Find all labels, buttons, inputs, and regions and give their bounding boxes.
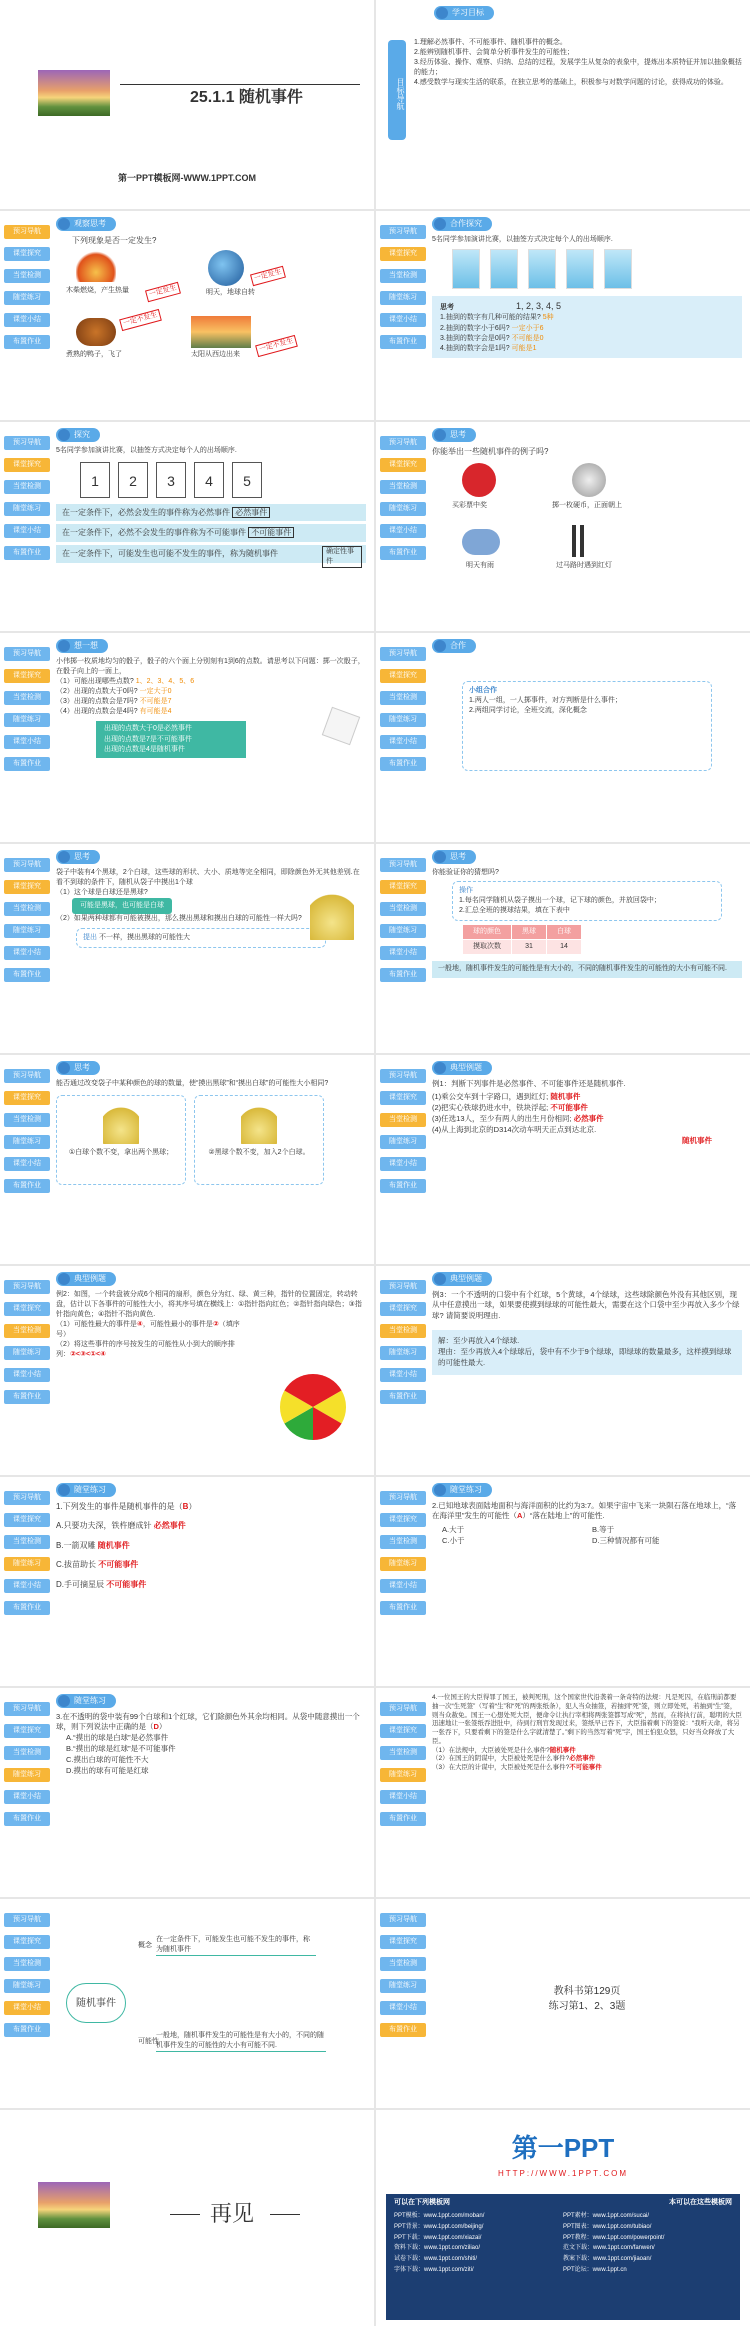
sidebar-tab[interactable]: 课堂小结 [4, 1157, 50, 1171]
sidebar-tab[interactable]: 随堂练习 [4, 713, 50, 727]
slide-title [0, 0, 374, 209]
link-panel: 可以在下列模板网 本可以在这些模板网 PPT模板：www.1ppt.com/moban/ PPT素材：www.1ppt.com/sucai/ PPT背景：www.1ppt.com/beijing/ PPT图表：www.1ppt.com/tubiao/ PPT下载：www.1ppt.com/xiazai/ PPT教程：www.1ppt.com/powerpoint/ 资料下载：www.1ppt.com/ziliao/ 范文下载：www.1ppt.com/fanwen/ 试卷下载：www.1ppt.com/shiti/ 教案下载：www.1ppt.com/jiaoan/ 字体下载：www.1ppt.com/ziti/ PPT论坛：www.1ppt.cn [386, 2194, 740, 2320]
option-2: ②黑球个数不变，加入2个白球。 [194, 1095, 324, 1185]
sidebar-tab[interactable]: 随堂练习 [380, 1768, 426, 1782]
sidebar-tab[interactable]: 当堂检测 [380, 480, 426, 494]
section-pill: 思考 [56, 850, 100, 864]
sidebar-tab[interactable]: 布置作业 [380, 2023, 426, 2037]
sidebar-tab[interactable]: 随堂练习 [4, 291, 50, 305]
sidebar [4, 647, 50, 779]
goodbye-text: 再见 [210, 2201, 255, 2226]
section-pill: 随堂练习 [56, 1483, 116, 1497]
number-cards: 1 2 3 4 5 [80, 462, 366, 498]
section-pill: 合作 [432, 639, 476, 653]
operation-box: 操作 1.每名同学随机从袋子摸出一个球，记下球的颜色，并放回袋中； 2.汇总全班的摸球结果，填在下表中 [452, 881, 722, 921]
sidebar-tab[interactable]: 当堂检测 [4, 1535, 50, 1549]
sidebar-tab[interactable]: 随堂练习 [4, 924, 50, 938]
answer-band: 可能是黑球，也可能是白球 [72, 898, 172, 914]
sidebar-tab[interactable]: 布置作业 [380, 1390, 426, 1404]
sidebar-tab[interactable]: 随堂练习 [380, 291, 426, 305]
sidebar-tab[interactable]: 预习导航 [380, 1280, 426, 1294]
sidebar [4, 1491, 50, 1623]
slide-title-text: 25.1.1 随机事件 [190, 89, 303, 106]
sidebar-tab[interactable]: 布置作业 [380, 335, 426, 349]
slide-practice-3: 预习导航 课堂探究 当堂检测 随堂练习 课堂小结 布置作业 随堂练习 3.在不透明的袋中装有99个白球和1个红球，它们除颜色外其余均相同。从袋中随意摸出一个球，则下列说法中正确的是（D） A.“摸出的球是白球”是必然事件 B.“摸出的球是红球”是不可能事件 C.摸出白球的可能性不大 D.摸出的球有可能是红球 [0, 1688, 374, 1897]
sidebar-tab[interactable]: 布置作业 [4, 2023, 50, 2037]
slide-group-work [376, 633, 750, 842]
sidebar-tab[interactable]: 随堂练习 [380, 1135, 426, 1149]
sidebar [380, 1913, 426, 2045]
sidebar-tab[interactable]: 预习导航 [380, 858, 426, 872]
lottery-image [462, 463, 496, 497]
sidebar-tab[interactable]: 预习导航 [4, 1702, 50, 1716]
sidebar-tab[interactable]: 预习导航 [380, 647, 426, 661]
sidebar-tab[interactable]: 布置作业 [380, 1179, 426, 1193]
coin-image [572, 463, 606, 497]
sidebar-tab[interactable]: 预习导航 [380, 436, 426, 450]
slide-verify: 预习导航 课堂探究 当堂检测 随堂练习 课堂小结 布置作业 思考 你能验证你的猜想吗? 操作 1.每名同学随机从袋子摸出一个球，记下球的颜色，并放回袋中； 2.汇总全班的摸球结果，填在下表中 球的颜色 黑球 白球 摸取次数 31 14 一般地，随机事件发生的可能性是有大小的，不同的随机事件发生的可能性的大小有可能不同. [376, 844, 750, 1053]
sunrise-image [191, 316, 251, 348]
sidebar-tab[interactable]: 随堂练习 [4, 1979, 50, 1993]
sidebar-tab[interactable]: 当堂检测 [4, 1957, 50, 1971]
sidebar-tab[interactable]: 课堂探究 [4, 1935, 50, 1949]
sidebar-tab[interactable]: 课堂小结 [380, 1157, 426, 1171]
sidebar-tab[interactable]: 当堂检测 [4, 1746, 50, 1760]
sidebar-tab[interactable]: 随堂练习 [380, 1346, 426, 1360]
think-box: 思考 1, 2, 3, 4, 5 1.抽到的数字有几种可能的结果? 5种 2.抽到的数字小于6吗? 一定小于6 3.抽到的数字会是0吗? 不可能是0 4.抽到的数字会是1吗? 可能是1 [432, 296, 742, 358]
sidebar-tab[interactable]: 课堂探究 [4, 1724, 50, 1738]
sidebar-tab[interactable]: 布置作业 [380, 1601, 426, 1615]
sidebar-tab[interactable]: 预习导航 [380, 1702, 426, 1716]
sidebar [380, 1069, 426, 1201]
sidebar-tab[interactable]: 当堂检测 [380, 1324, 426, 1338]
conclusion: 一般地，随机事件发生的可能性是有大小的，不同的随机事件发生的可能性的大小有可能不同. [432, 961, 742, 977]
sidebar-tab[interactable]: 随堂练习 [380, 924, 426, 938]
sidebar-tab[interactable]: 随堂练习 [380, 502, 426, 516]
sidebar-tab[interactable]: 随堂练习 [4, 1768, 50, 1782]
sidebar-tab[interactable]: 预习导航 [380, 1069, 426, 1083]
slide-objectives [376, 0, 750, 209]
sidebar-tab[interactable]: 随堂练习 [380, 713, 426, 727]
tip-box: 提出 不一样，摸出黑球的可能性大 [76, 928, 326, 948]
sidebar [380, 1280, 426, 1412]
sidebar-tab[interactable]: 当堂检测 [380, 1746, 426, 1760]
slide-change-balls: 预习导航 课堂探究 当堂检测 随堂练习 课堂小结 布置作业 思考 能否通过改变袋子中某种颜色的球的数量，使“摸出黑球”和“摸出白球”的可能性大小相同? ①白球个数不变，拿出两个黑球； ②黑球个数不变，加入2个白球。 [0, 1055, 374, 1264]
sidebar-tab[interactable]: 布置作业 [380, 1812, 426, 1826]
sidebar-tab[interactable]: 预习导航 [4, 1280, 50, 1294]
sidebar-tab[interactable]: 预习导航 [4, 1491, 50, 1505]
section-pill: 想一想 [56, 639, 108, 653]
sidebar-tab[interactable]: 课堂探究 [4, 1302, 50, 1316]
fire-image [76, 250, 116, 282]
sidebar-tab[interactable]: 课堂小结 [380, 1368, 426, 1382]
sidebar-tab[interactable]: 课堂小结 [380, 946, 426, 960]
sidebar-tab[interactable]: 课堂小结 [4, 1368, 50, 1382]
sidebar-tab[interactable]: 预习导航 [4, 1069, 50, 1083]
sidebar [380, 1702, 426, 1834]
sidebar-tab[interactable]: 随堂练习 [380, 1979, 426, 1993]
sidebar-tab[interactable]: 布置作业 [4, 1812, 50, 1826]
sidebar-tab[interactable]: 随堂练习 [4, 1135, 50, 1149]
slide-explore: 预习导航 课堂探究 当堂检测 随堂练习 课堂小结 布置作业 探究 5名同学参加演讲比赛，以抽签方式决定每个人的出场顺序. 1 2 3 4 5 在一定条件下，必然会发生的事件称为必然事件 必然事件 在一定条件下，必然不会发生的事件称为不可能事件 不可能事件 确定性事件 在一定条件下，可能发生也可能不发生的事件，称为随机事件 [0, 422, 374, 631]
sidebar-tab[interactable]: 课堂探究 [380, 1513, 426, 1527]
sidebar [4, 1280, 50, 1412]
section-pill: 思考 [432, 428, 476, 442]
sidebar-tab[interactable]: 当堂检测 [4, 691, 50, 705]
sidebar-tab[interactable]: 课堂探究 [4, 1513, 50, 1527]
section-pill: 随堂练习 [432, 1483, 492, 1497]
sidebar-tab[interactable]: 布置作业 [380, 757, 426, 771]
sidebar-tab[interactable]: 课堂探究 [380, 1091, 426, 1105]
section-pill: 探究 [56, 428, 100, 442]
sidebar-tab[interactable]: 课堂探究 [4, 880, 50, 894]
section-pill: 典型例题 [432, 1272, 492, 1286]
sidebar-tab[interactable]: 课堂小结 [4, 2001, 50, 2015]
lottery-cards [452, 249, 742, 293]
sidebar-tab[interactable]: 课堂探究 [4, 458, 50, 472]
sidebar-tab[interactable]: 课堂探究 [4, 247, 50, 261]
sidebar-tab[interactable]: 当堂检测 [4, 1113, 50, 1127]
sidebar [380, 436, 426, 568]
sidebar-tab[interactable]: 当堂检测 [380, 1113, 426, 1127]
section-pill: 典型例题 [56, 1272, 116, 1286]
section-pill: 观察思考 [56, 217, 116, 231]
sidebar-tab[interactable]: 当堂检测 [4, 480, 50, 494]
sidebar-tab[interactable]: 课堂探究 [4, 1091, 50, 1105]
sidebar [4, 225, 50, 357]
sidebar-tab[interactable]: 当堂检测 [4, 902, 50, 916]
sidebar-tab[interactable]: 课堂小结 [4, 313, 50, 327]
sidebar-tab[interactable]: 课堂探究 [380, 247, 426, 261]
sunset-image [38, 2182, 110, 2228]
sidebar-tab[interactable]: 预习导航 [4, 1913, 50, 1927]
question: 下列现象是否一定发生? [72, 235, 157, 245]
sidebar-tab[interactable]: 当堂检测 [380, 1957, 426, 1971]
section-pill: 随堂练习 [56, 1694, 116, 1708]
sidebar-tab[interactable]: 课堂小结 [4, 735, 50, 749]
section-pill: 合作探究 [432, 217, 492, 231]
sidebar-tab[interactable]: 课堂探究 [380, 458, 426, 472]
sidebar [380, 1491, 426, 1623]
sidebar [380, 647, 426, 779]
sidebar [4, 1069, 50, 1201]
objectives-tab: 目标导航 [388, 40, 406, 140]
sidebar-tab[interactable]: 课堂小结 [380, 2001, 426, 2015]
traffic-image [572, 525, 612, 557]
sidebar-tab[interactable]: 预习导航 [4, 858, 50, 872]
sidebar-tab[interactable]: 课堂小结 [380, 735, 426, 749]
sidebar-tab[interactable]: 课堂小结 [380, 1790, 426, 1804]
bag-image [310, 890, 354, 940]
sidebar-tab[interactable]: 预习导航 [4, 436, 50, 450]
slide-example-3: 预习导航 课堂探究 当堂检测 随堂练习 课堂小结 布置作业 典型例题 例3：一个不透明的口袋中有个红球，5个黄球，4个绿球，这些球除颜色外没有其他区别，现从中任意摸出一球，如果要使摸到绿球的可能性最大，需要在这个口袋中至少再放入多少个绿球? 请简要说明理由. 解：至少再放入4个绿球. 理由：至少再放入4个绿球后，袋中有不少于9个绿球，即绿球的数量最多，这样摸到绿球的可能性最大. [376, 1266, 750, 1475]
sidebar-tab[interactable]: 课堂小结 [4, 524, 50, 538]
slide-summary: 预习导航 课堂探究 当堂检测 随堂练习 课堂小结 布置作业 随机事件 概念 在一定条件下，可能发生也可能不发生的事件，称为随机事件 可能性 一般地，随机事件发生的可能性是有大小的，不同的随机事件发生的可能性的大小有可能不同. [0, 1899, 374, 2108]
sidebar [380, 225, 426, 357]
sidebar-tab[interactable]: 随堂练习 [4, 1346, 50, 1360]
sidebar-tab[interactable]: 课堂小结 [380, 1579, 426, 1593]
sidebar-tab[interactable]: 随堂练习 [380, 1557, 426, 1571]
sidebar-tab[interactable]: 预习导航 [380, 225, 426, 239]
sidebar [380, 858, 426, 990]
sidebar [4, 1913, 50, 2045]
sidebar [4, 1702, 50, 1834]
mindmap-center: 随机事件 [66, 1983, 126, 2023]
sidebar-tab[interactable]: 预习导航 [4, 225, 50, 239]
sidebar-tab[interactable]: 布置作业 [4, 546, 50, 560]
sidebar-tab[interactable]: 当堂检测 [380, 902, 426, 916]
conclusion-band: 出现的点数大于0是必然事件 出现的点数是7是不可能事件 出现的点数是4是随机事件 [96, 721, 246, 757]
sidebar-tab[interactable]: 当堂检测 [4, 1324, 50, 1338]
sidebar-tab[interactable]: 布置作业 [4, 757, 50, 771]
site-name: 第一PPT模板网-WWW.1PPT.COM [118, 173, 256, 183]
section-pill: 典型例题 [432, 1061, 492, 1075]
sidebar-tab[interactable]: 课堂探究 [380, 1935, 426, 1949]
logo: 第一PPT [511, 2133, 615, 2163]
sidebar-tab[interactable]: 课堂探究 [380, 1724, 426, 1738]
slide-example-2: 预习导航 课堂探究 当堂检测 随堂练习 课堂小结 布置作业 典型例题 例2：如图，一个转盘被分成6个相同的扇形，颜色分为红、绿、黄三种，指针的位置固定，转动转盘，估计以下各事件的可能性大小，将其序号填在横线上：①指针指向红色；②指针指向绿色；③指针指向黄色；④指针不指向黄色. （1）可能性最大的事件是④，可能性最小的事件是②（填序号） （2）将这些事件的序号按发生的可能性从小到大的顺序排列：②<③<①<④ [0, 1266, 374, 1475]
sidebar-tab[interactable]: 课堂探究 [4, 669, 50, 683]
objectives-pill: 学习目标 [434, 6, 494, 20]
solution-box: 解：至少再放入4个绿球. 理由：至少再放入4个绿球后，袋中有不少于9个绿球，即绿球的数量最多，这样摸到绿球的可能性最大. [432, 1330, 742, 1375]
slide-think-examples: 预习导航 课堂探究 当堂检测 随堂练习 课堂小结 布置作业 思考 你能举出一些随机事件的例子吗? 买彩票中奖 掷一枚硬币，正面朝上 明天有雨 过马路时遇到红灯 [376, 422, 750, 631]
objectives-list: 1.理解必然事件、不可能事件、随机事件的概念。 2.能辨别随机事件、会简单分析事件发生的可能性； 3.经历体验、操作、观察、归纳、总结的过程，发展学生从复杂的表象中，提炼出本质特征并加以抽象概括的能力； 4.感受数学与现实生活的联系，在独立思考的基础上，积极参与对数学问题的讨论，获得成功的体验。 [414, 38, 742, 87]
sidebar-tab[interactable]: 课堂小结 [4, 1579, 50, 1593]
slide-homework: 预习导航 课堂探究 当堂检测 随堂练习 课堂小结 布置作业 教科书第129页 练习第1、2、3题 [376, 1899, 750, 2108]
sidebar-tab[interactable]: 布置作业 [4, 1179, 50, 1193]
earth-image [208, 250, 244, 286]
sidebar-tab[interactable]: 课堂探究 [380, 880, 426, 894]
result-table: 球的颜色 黑球 白球 摸取次数 31 14 [462, 924, 582, 955]
option-1: ①白球个数不变，拿出两个黑球； [56, 1095, 186, 1185]
sidebar-tab[interactable]: 布置作业 [4, 1390, 50, 1404]
sidebar-tab[interactable]: 课堂小结 [380, 524, 426, 538]
sidebar-tab[interactable]: 课堂小结 [4, 1790, 50, 1804]
sidebar-tab[interactable]: 预习导航 [380, 1913, 426, 1927]
sidebar-tab[interactable]: 课堂小结 [380, 313, 426, 327]
sidebar-tab[interactable]: 课堂探究 [380, 1302, 426, 1316]
slide-example-1: 预习导航 课堂探究 当堂检测 随堂练习 课堂小结 布置作业 典型例题 例1：判断下列事件是必然事件、不可能事件还是随机事件. (1)乘公交车到十字路口，遇到红灯; 随机事件 (2)把实心铁球扔进水中，铁块浮起; 不可能事件 (3)任选13人，至少有两人的出生月份相同; 必然事件 (4)从上海到北京的D314次动车明天正点到达北京. 随机事件 [376, 1055, 750, 1264]
sidebar-tab[interactable]: 课堂探究 [380, 669, 426, 683]
duck-image [76, 318, 116, 346]
slide-practice-4: 预习导航 课堂探究 当堂检测 随堂练习 课堂小结 布置作业 4.一位国王的大臣得罪了国王，被判死刑，这个国家世代沿袭着一条奇特的法规：凡是死囚，在临刑前都要抽一次“生死签”（写着“生”和“死”的两张纸条），犯人当众抽签，若抽到“死”签，则立即处死，若抽到“生”签，则当众赦免。国王一心想处死大臣，便命令让执行宰相将两张签都写成“死”，然而，在将执行前，聪明的大臣迅速地让一张签纸吞进肚中，待到行刑官发现过来，签纸早已吞下，大臣指着剩下的签说：“我听天命，将另一张吞下，只要看剩下的签是什么字就清楚了。”剩下的当然写着“死”字，国王怕犯众怒，只好当众释放了大臣。 （1）在法规中，大臣被处死是什么事件?随机事件 （2）在国王的阴谋中，大臣被处死是什么事件?必然事件 （3）在大臣的计谋中，大臣被处死是什么事件?不可能事件 [376, 1688, 750, 1897]
spinner-wheel [278, 1372, 348, 1442]
sidebar-tab[interactable]: 预习导航 [380, 1491, 426, 1505]
group-work-box: 小组合作 1.两人一组，一人掷事件，对方判断是什么事件； 2.两组同学讨论，全班交流，深化概念 [462, 681, 712, 771]
sidebar-tab[interactable]: 当堂检测 [380, 269, 426, 283]
section-pill: 思考 [56, 1061, 100, 1075]
sidebar-tab[interactable]: 随堂练习 [4, 502, 50, 516]
sidebar-tab[interactable]: 当堂检测 [380, 1535, 426, 1549]
logo-url: HTTP://WWW.1PPT.COM [498, 2169, 628, 2178]
sidebar-tab[interactable]: 当堂检测 [4, 269, 50, 283]
sidebar-tab[interactable]: 布置作业 [4, 335, 50, 349]
slide-goodbye [0, 2110, 374, 2326]
slide-dice: 预习导航 课堂探究 当堂检测 随堂练习 课堂小结 布置作业 想一想 小伟掷一枚质地均匀的骰子，骰子的六个面上分别刻有1到6的点数。请思考以下问题：掷一次骰子，在骰子向上的一面上， （1）可能出现哪些点数? 1、2、3、4、5、6 （2）出现的点数大于0吗? 一定大于0 （3）出现的点数会是7吗? 不可能是7 （4）出现的点数会是4吗? 有可能是4 出现的点数大于0是必然事件 出现的点数是7是不可能事件 出现的点数是4是随机事件 [0, 633, 374, 842]
sidebar-tab[interactable]: 布置作业 [380, 968, 426, 982]
sidebar [4, 858, 50, 990]
sidebar-tab[interactable]: 随堂练习 [4, 1557, 50, 1571]
sidebar-tab[interactable]: 布置作业 [380, 546, 426, 560]
options: A.大于 B.等于 C.小于 D.三种情况都有可能 [442, 1525, 660, 1546]
slide-observe: 预习导航 课堂探究 当堂检测 随堂练习 课堂小结 布置作业 观察思考 下列现象是否一定发生? 木柴燃烧，产生热量 一定发生 明天，地球自转 一定发生 煮熟的鸭子，飞了 一定不发生 太阳从西边出来 一定不发生 [0, 211, 374, 420]
slide-cooperate: 预习导航 课堂探究 当堂检测 随堂练习 课堂小结 布置作业 合作探究 5名同学参加演讲比赛，以抽签方式决定每个人的出场顺序. 思考 1, 2, 3, 4, 5 1.抽到的数字有几种可能的结果? 5种 2.抽到的数字小于6吗? 一定小于6 3.抽到的数字会是0吗? 不可能是0 4.抽到的数字会是1吗? 可能是1 [376, 211, 750, 420]
sidebar-tab[interactable]: 布置作业 [4, 1601, 50, 1615]
sunset-image [38, 70, 110, 116]
sidebar-tab[interactable]: 课堂小结 [4, 946, 50, 960]
section-pill: 思考 [432, 850, 476, 864]
slide-bag-think: 预习导航 课堂探究 当堂检测 随堂练习 课堂小结 布置作业 思考 袋子中装有4个黑球，2个白球，这些球的形状、大小、质地等完全相同，即除颜色外无其他差别.在看不到球的条件下，随机从袋子中摸出1个球 （1）这个球是白球还是黑球? 可能是黑球，也可能是白球 （2）如果两种球都有可能被摸出，那么摸出黑球和摸出白球的可能性一样大吗? 提出 不一样，摸出黑球的可能性大 [0, 844, 374, 1053]
sidebar-tab[interactable]: 当堂检测 [380, 691, 426, 705]
sidebar-tab[interactable]: 预习导航 [4, 647, 50, 661]
sidebar [4, 436, 50, 568]
rain-image [462, 529, 500, 555]
sidebar-tab[interactable]: 布置作业 [4, 968, 50, 982]
slide-practice-1: 预习导航 课堂探究 当堂检测 随堂练习 课堂小结 布置作业 随堂练习 1.下列发生的事件是随机事件的是（B） A.只要功夫深，铁杵磨成针 必然事件 B.一箭双雕 随机事件 C.拔苗助长 不可能事件 D.手可摘星辰 不可能事件 [0, 1477, 374, 1686]
slide-ad [376, 2110, 750, 2326]
slide-practice-2: 预习导航 课堂探究 当堂检测 随堂练习 课堂小结 布置作业 随堂练习 2.已知地球表面陆地面积与海洋面积的比约为3:7。如果宇宙中飞来一块陨石落在地球上，“落在海洋里”发生的可能性（A）“落在陆地上”的可能性. A.大于 B.等于 C.小于 D.三种情况都有可能 [376, 1477, 750, 1686]
